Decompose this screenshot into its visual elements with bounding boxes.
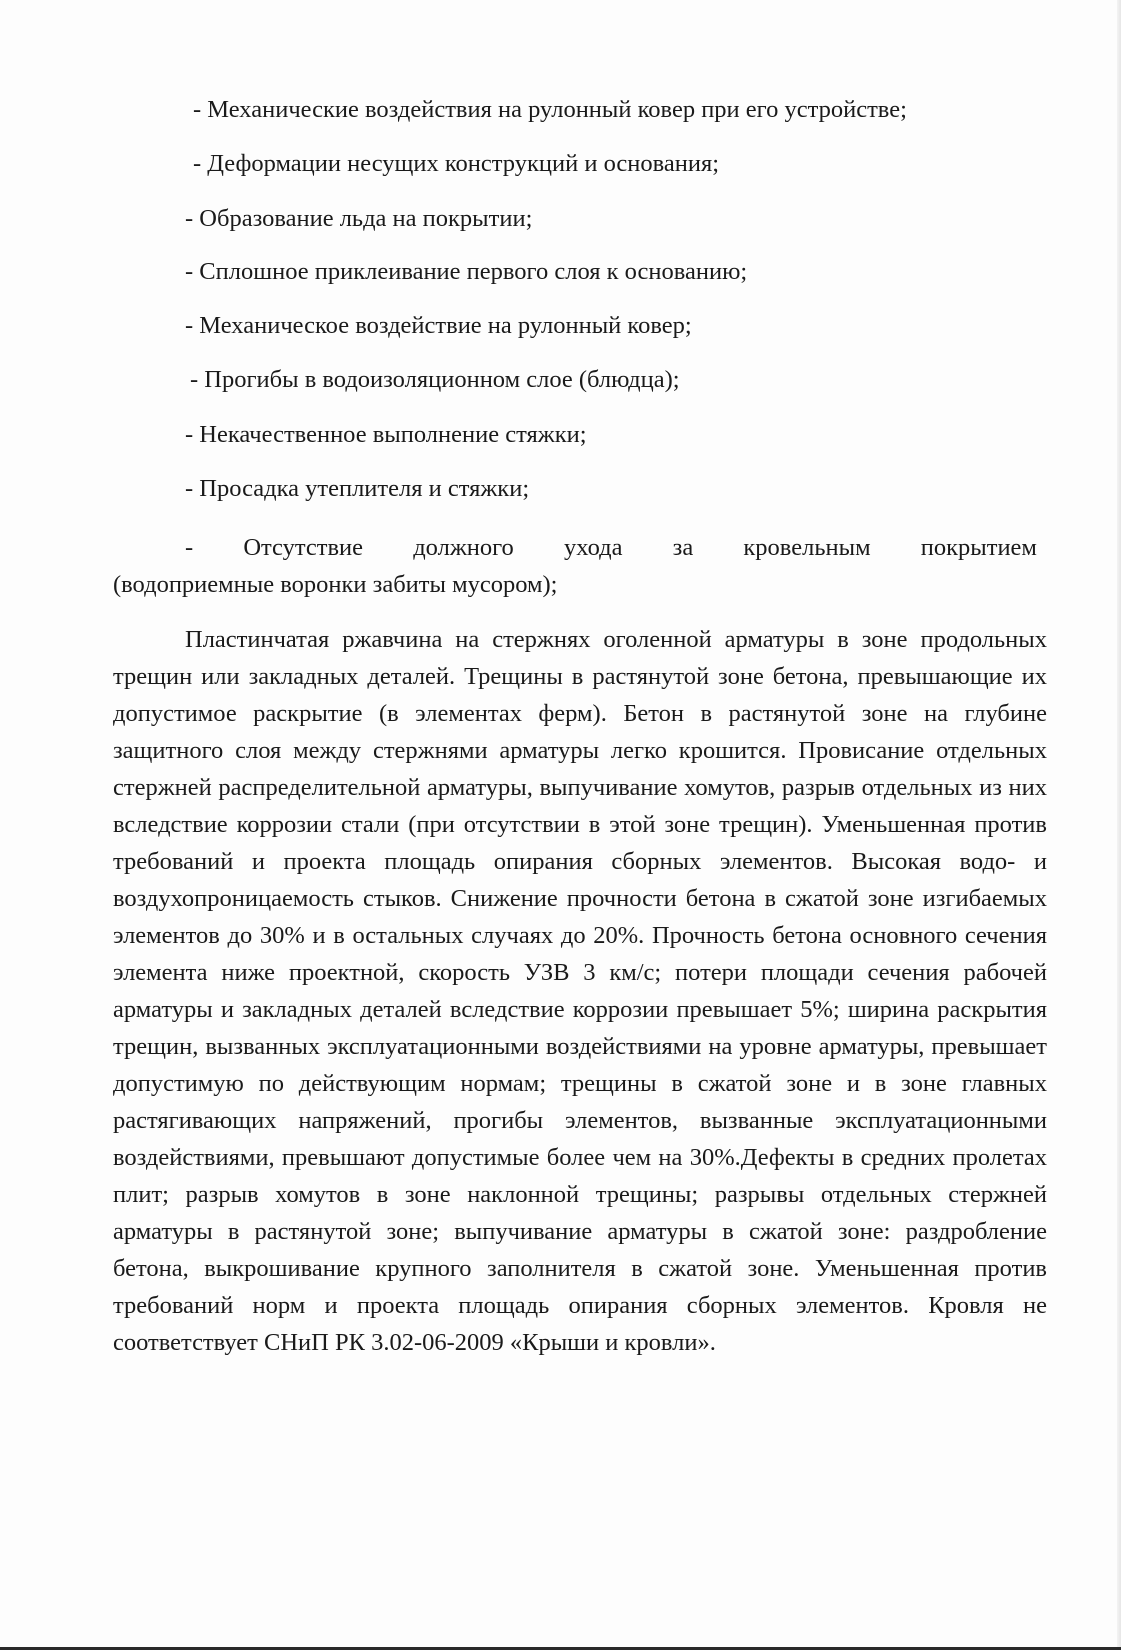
body-paragraph: Пластинчатая ржавчина на стержнях оголенной арматуры в зоне продольных трещин или закладных деталей. Трещины в растянутой зоне бетона, превышающие их допустимое раскрытие (в элементах ферм). Бетон в растянутой зоне на глубине защитного слоя между стержнями арматуры легко крошится. Провисание отдельных стержней распределительной арматуры, выпучивание хомутов, разрыв отдельных из них вследствие коррозии стали (при отсутствии в этой зоне трещин). Уменьшенная против требований и проекта площадь опирания сборных элементов. Высокая водо- и воздухопроницаемость стыков. Снижение прочности бетона в сжатой зоне изгибаемых элементов до 30% и в остальных случаях до 20%. Прочность бетона основного сечения элемента ниже проектной, скорость УЗВ 3 км/с; потери площади сечения рабочей арматуры и закладных деталей вследствие коррозии превышает 5%; ширина раскрытия трещин, вызванных эксплуатационными воздействиями на уровне арматуры, превышает допустимую по действующим нормам; трещины в сжатой зоне и в зоне главных растягивающих напряжений, прогибы элементов, вызванные эксплуатационными воздействиями, превышают допустимые более чем на 30%.Дефекты в средних пролетах плит; разрыв хомутов в зоне наклонной трещины; разрывы отдельных стержней арматуры в растянутой зоне; выпучивание арматуры в сжатой зоне: раздробление бетона, выкрошивание крупного заполнителя в сжатой зоне. Уменьшенная против требований норм и проекта площадь опирания сборных элементов. Кровля не соответствует СНиП РК 3.02-06-2009 «Крыши и кровли». [113, 626, 1047, 1356]
list-word: за [672, 534, 694, 561]
list-item: - Образование льда на покрытии; [185, 205, 533, 232]
list-word: покрытием [920, 534, 1037, 561]
list-item: - Просадка утеплителя и стяжки; [185, 475, 530, 502]
list-item: - Прогибы в водоизоляционном слое (блюдца); [190, 366, 680, 393]
list-item: - Сплошное приклеивание первого слоя к основанию; [185, 258, 748, 285]
list-item-first-line [113, 529, 1037, 566]
list-item: - Деформации несущих конструкций и основания; [193, 150, 720, 177]
list-item: - Механическое воздействие на рулонный ковер; [185, 312, 692, 339]
list-word: должного [413, 534, 514, 561]
list-word: Отсутствие [243, 534, 364, 561]
list-item-continuation: (водоприемные воронки забиты мусором); [113, 571, 558, 598]
list-word: - [185, 534, 194, 561]
list-word: кровельным [743, 534, 871, 561]
list-item: - Механические воздействия на рулонный ковер при его устройстве; [193, 96, 907, 123]
list-item: - Некачественное выполнение стяжки; [185, 421, 587, 448]
list-item-wrapped [113, 529, 1037, 603]
scan-right-edge [1117, 0, 1121, 1650]
list-word: ухода [564, 534, 623, 561]
